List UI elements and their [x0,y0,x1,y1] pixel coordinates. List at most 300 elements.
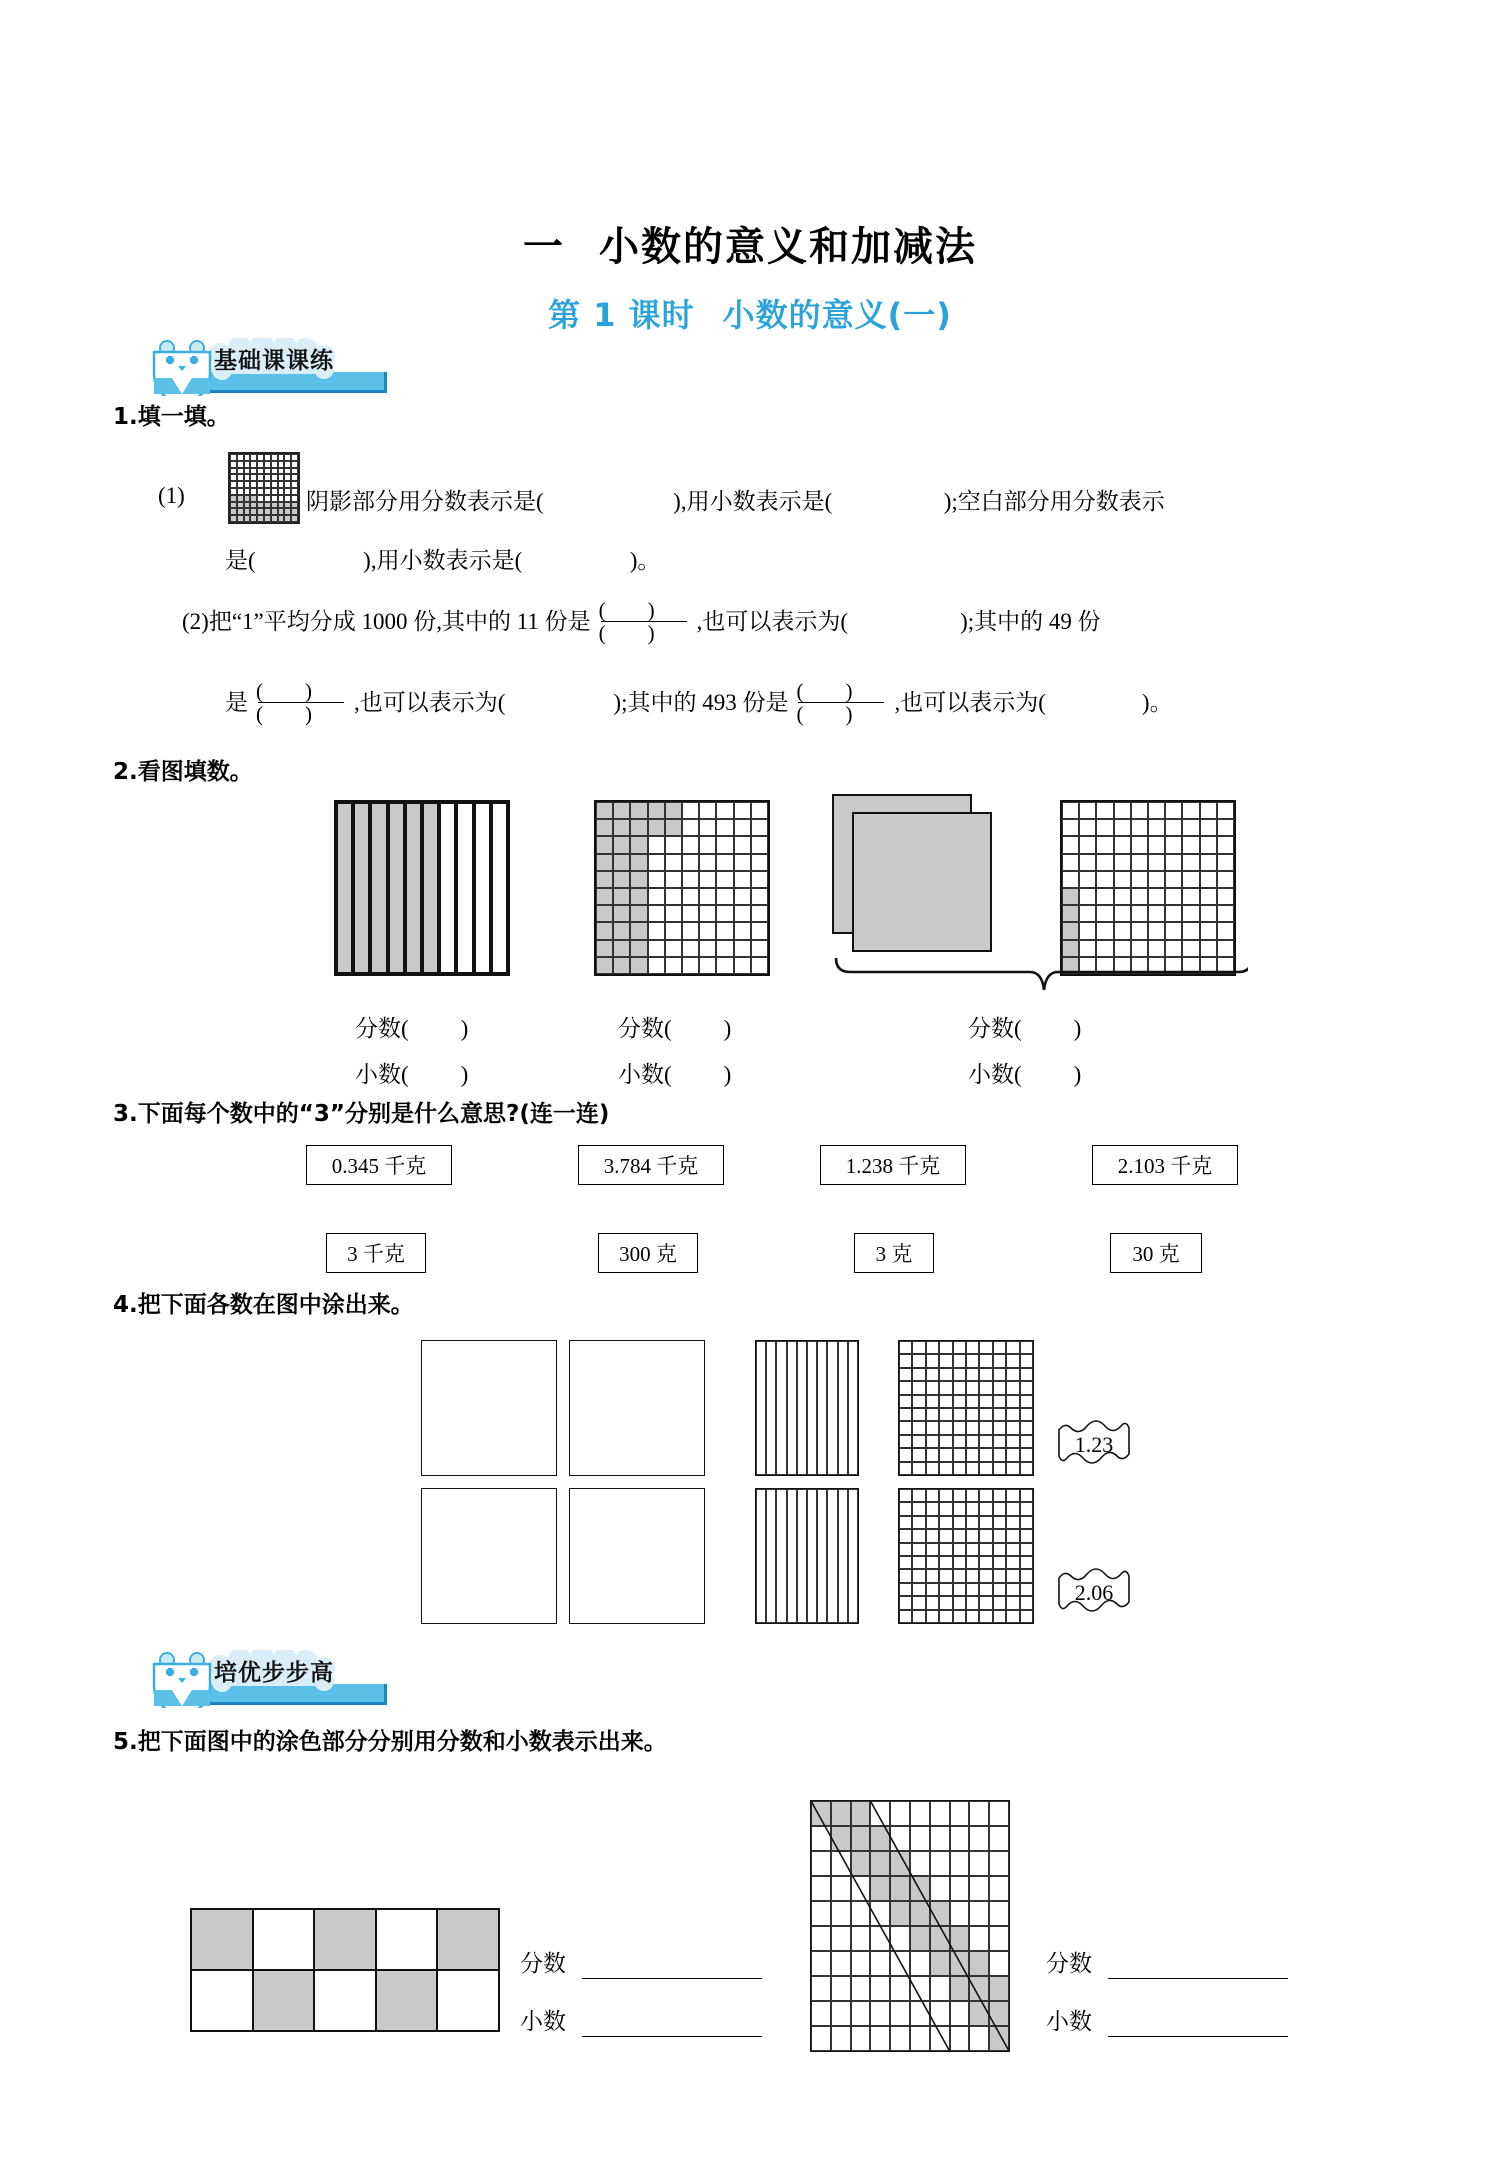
paren-close: ) [305,702,354,726]
grid-cell [1096,854,1113,871]
grid-cell [979,1368,992,1381]
grid-cell [969,1876,989,1901]
grid-cell [950,1851,970,1876]
grid-cell [939,1462,952,1475]
grid-cell [912,1543,925,1556]
grid-cell [1096,922,1113,939]
grid-cell [284,502,291,509]
grid-cell [989,1876,1009,1901]
grid-cell [665,836,682,853]
grid-cell [899,1569,912,1582]
grid-cell [751,905,768,922]
grid-cell [237,502,244,509]
q2-label-1-decimal [355,1056,468,1089]
grid-cell [926,1516,939,1529]
grid-cell [838,1489,848,1623]
grid-cell [1200,888,1217,905]
grid-cell [278,515,285,522]
grid-cell [191,1970,253,2031]
grid-cell [257,488,264,495]
q5-right-decimal-blank[interactable] [1108,2036,1288,2037]
grid-cell [776,1489,786,1623]
grid-cell [751,854,768,871]
grid-cell [930,1976,950,2001]
grid-cell [1006,1610,1019,1623]
grid-cell [969,1976,989,2001]
grid-cell [257,461,264,468]
grid-cell [630,905,647,922]
grid-cell [953,1395,966,1408]
grid-cell [1148,922,1165,939]
grid-cell [264,454,271,461]
grid-cell [993,1610,1006,1623]
grid-cell [1114,922,1131,939]
grid-cell [993,1448,1006,1461]
grid-cell [1096,836,1113,853]
grid-cell [851,1926,871,1951]
grid-cell [848,1489,858,1623]
q4-grid-figure-2[interactable] [898,1488,1034,1624]
grid-cell [1200,854,1217,871]
grid-cell [648,922,665,939]
grid-cell [979,1435,992,1448]
grid-cell [1217,888,1234,905]
grid-cell [899,1462,912,1475]
grid-cell [237,515,244,522]
grid-cell [699,940,716,957]
grid-cell [244,454,251,461]
grid-cell [1020,1408,1033,1421]
grid-cell [751,802,768,819]
grid-cell [930,2001,950,2026]
label-text: 分数( [968,1016,1022,1041]
grid-cell [870,1876,890,1901]
q1-sub2-t2: ,也可以表示为( [696,608,849,634]
grid-cell [1165,888,1182,905]
paren-open: ( [256,702,305,726]
q4-grid-figure-1[interactable] [898,1340,1034,1476]
grid-cell [596,940,613,957]
grid-cell [257,508,264,515]
grid-cell [734,922,751,939]
grid-cell [1217,905,1234,922]
bear-icon [154,341,210,396]
grid-cell [1020,1368,1033,1381]
grid-cell [993,1421,1006,1434]
grid-cell [993,1583,1006,1596]
q2-label-2-decimal [618,1056,731,1089]
grid-cell [870,1801,890,1826]
grid-cell [682,836,699,853]
grid-cell [953,1341,966,1354]
grid-cell [699,922,716,939]
grid-cell [244,515,251,522]
q5-right-decimal-label: 小数 [1046,2009,1092,2034]
grid-cell [953,1462,966,1475]
grid-cell [230,495,237,502]
grid-cell [926,1435,939,1448]
grid-cell [682,888,699,905]
grid-cell [665,940,682,957]
grid-cell [278,461,285,468]
grid-cell [912,1354,925,1367]
grid-cell [1020,1489,1033,1502]
grid-cell [979,1516,992,1529]
grid-cell [648,888,665,905]
grid-cell [766,1341,776,1475]
grid-cell [613,940,630,957]
grid-cell [1062,854,1079,871]
grid-cell [665,922,682,939]
q3-bottom-box-4[interactable]: 30 克 [1110,1233,1202,1273]
grid-cell [250,508,257,515]
grid-cell [993,1489,1006,1502]
grid-cell [271,495,278,502]
grid-cell [613,871,630,888]
grid-cell [1165,854,1182,871]
grid-cell [912,1435,925,1448]
grid-cell [1020,1341,1033,1354]
grid-cell [1079,854,1096,871]
fraction-blank-1 [591,600,697,643]
grid-cell [1062,819,1079,836]
grid-cell [966,1502,979,1515]
grid-cell [912,1395,925,1408]
q3-top-box-3[interactable]: 1.238 千克 [820,1145,966,1185]
grid-cell [250,461,257,468]
grid-cell [993,1502,1006,1515]
grid-cell [630,888,647,905]
grid-cell [405,802,422,974]
grid-cell [665,819,682,836]
grid-cell [939,1354,952,1367]
q4-strip-figure-2[interactable] [755,1488,859,1624]
grid-cell [264,488,271,495]
grid-cell [1182,922,1199,939]
grid-cell [926,1556,939,1569]
grid-cell [751,836,768,853]
grid-cell [890,1801,910,1826]
grid-cell [291,454,298,461]
grid-cell [1182,836,1199,853]
grid-cell [284,454,291,461]
grid-cell [851,2001,871,2026]
grid-cell [989,2026,1009,2051]
bear-icon [154,1653,210,1708]
grid-cell [682,940,699,957]
q1-text-e: ),用小数表示是( [363,548,523,573]
grid-cell [939,1489,952,1502]
grid-cell [237,454,244,461]
q5-left-decimal-label: 小数 [520,2009,566,2034]
grid-cell [1006,1596,1019,1609]
grid-cell [264,481,271,488]
grid-cell [831,1901,851,1926]
grid-cell [699,957,716,974]
grid-cell [953,1556,966,1569]
grid-cell [926,1381,939,1394]
grid-cell [250,468,257,475]
grid-cell [1079,819,1096,836]
q4-strip-figure-1[interactable] [755,1340,859,1476]
q5-title: 把下面图中的涂色部分分别用分数和小数表示出来。 [137,1729,667,1755]
grid-cell [989,1851,1009,1876]
grid-cell [1006,1341,1019,1354]
grid-cell [969,1801,989,1826]
grid-cell [1200,802,1217,819]
grid-cell [939,1583,952,1596]
q3-bottom-box-3[interactable]: 3 克 [854,1233,934,1273]
q4-blank-square-1[interactable] [421,1340,557,1476]
grid-cell [253,1909,315,1970]
grid-cell [596,905,613,922]
grid-cell [831,2026,851,2051]
q1-text-a: 阴影部分用分数表示是( [306,489,544,514]
grid-cell [950,1951,970,1976]
grid-cell [926,1596,939,1609]
grid-cell [1020,1516,1033,1529]
fraction-blank-3 [788,681,894,724]
grid-cell [851,1951,871,1976]
grid-cell [257,481,264,488]
grid-cell [734,957,751,974]
q1-sub2-t6: );其中的 493 份是 [613,689,789,715]
grid-cell [899,1354,912,1367]
grid-cell [989,1801,1009,1826]
grid-cell [899,1381,912,1394]
grid-cell [244,474,251,481]
grid-cell [613,802,630,819]
q3-top-box-4[interactable]: 2.103 千克 [1092,1145,1238,1185]
brace-icon [828,952,1248,998]
grid-cell [1079,871,1096,888]
grid-cell [716,922,733,939]
q3-bottom-box-2[interactable]: 300 克 [598,1233,698,1273]
grid-cell [648,836,665,853]
grid-cell [950,1926,970,1951]
grid-cell [1114,888,1131,905]
grid-cell [989,1976,1009,2001]
unit-number: 一 [523,224,565,270]
grid-cell [1217,922,1234,939]
grid-cell [1020,1502,1033,1515]
grid-cell [831,1801,851,1826]
grid-cell [953,1502,966,1515]
grid-cell [953,1354,966,1367]
grid-cell [953,1448,966,1461]
grid-cell [278,508,285,515]
grid-cell [278,481,285,488]
q4-tag-2 [1055,1568,1133,1616]
label-close: ) [460,1062,469,1087]
grid-cell [939,1448,952,1461]
grid-cell [1096,871,1113,888]
q5-left-decimal-blank[interactable] [582,2036,762,2037]
q4-blank-square-2[interactable] [569,1340,705,1476]
q5-left-fraction-blank[interactable] [582,1978,762,1979]
q3-bottom-box-1[interactable]: 3 千克 [326,1233,426,1273]
grid-cell [926,1448,939,1461]
grid-cell [1006,1435,1019,1448]
grid-cell [1020,1421,1033,1434]
grid-cell [456,802,473,974]
q1-title: 填一填。 [137,404,230,430]
grid-cell [230,461,237,468]
q1-sub2-t1: 把“1”平均分成 1000 份,其中的 11 份是 [208,608,591,634]
q4-blank-square-3[interactable] [421,1488,557,1624]
grid-cell [1062,922,1079,939]
grid-cell [1006,1462,1019,1475]
grid-cell [271,474,278,481]
grid-cell [284,488,291,495]
grid-cell [1148,819,1165,836]
grid-cell [890,1926,910,1951]
grid-cell [1114,802,1131,819]
grid-cell [1020,1381,1033,1394]
grid-cell [751,888,768,905]
q1-sub1-text-a [306,483,1165,516]
grid-cell [1006,1489,1019,1502]
grid-cell [939,1502,952,1515]
grid-cell [756,1489,766,1623]
grid-cell [1006,1381,1019,1394]
grid-cell [950,1826,970,1851]
grid-cell [257,502,264,509]
grid-cell [1006,1569,1019,1582]
grid-cell [939,1395,952,1408]
q5-right-fraction-blank[interactable] [1108,1978,1288,1979]
grid-cell [939,1341,952,1354]
question-5-heading [113,1725,667,1760]
grid-cell [848,1341,858,1475]
grid-cell [230,468,237,475]
grid-cell [264,502,271,509]
grid-cell [926,1408,939,1421]
grid-cell [912,1381,925,1394]
grid-cell [353,802,370,974]
grid-cell [930,1951,950,1976]
q3-number: 3. [113,1101,138,1127]
grid-cell [1020,1556,1033,1569]
grid-cell [890,2001,910,2026]
grid-cell [278,495,285,502]
shaded-grid-q1 [228,452,300,524]
grid-cell [939,1610,952,1623]
grid-cell [1217,871,1234,888]
grid-cell [910,1826,930,1851]
grid-cell [682,802,699,819]
grid-cell [474,802,491,974]
grid-cell [912,1569,925,1582]
grid-cell [811,1901,831,1926]
grid-cell [899,1408,912,1421]
grid-cell [1131,819,1148,836]
label-close: ) [1073,1016,1082,1041]
grid-cell [244,468,251,475]
grid-cell [291,488,298,495]
grid-cell [811,2001,831,2026]
grid-cell [939,1381,952,1394]
grid-cell [230,488,237,495]
paren-close: ) [305,679,354,703]
grid-cell [596,854,613,871]
grid-cell [1200,819,1217,836]
grid-cell [953,1569,966,1582]
grid-cell [966,1583,979,1596]
q3-top-box-2[interactable]: 3.784 千克 [578,1145,724,1185]
grid-cell [1131,888,1148,905]
grid-cell [648,905,665,922]
grid-cell [665,888,682,905]
grid-cell [950,1901,970,1926]
grid-cell [1200,922,1217,939]
grid-cell [912,1596,925,1609]
grid-cell [899,1583,912,1596]
grid-cell [1148,854,1165,871]
grid-cell [284,474,291,481]
grid-cell [910,1951,930,1976]
grid-cell [969,2026,989,2051]
grid-cell [926,1489,939,1502]
q4-blank-square-4[interactable] [569,1488,705,1624]
grid-cell [926,1610,939,1623]
grid-cell [1200,836,1217,853]
grid-cell [1114,819,1131,836]
grid-cell [630,871,647,888]
grid-cell [1182,802,1199,819]
grid-cell [1006,1354,1019,1367]
grid-cell [250,474,257,481]
grid-cell [851,2026,871,2051]
grid-cell [716,802,733,819]
grid-cell [899,1543,912,1556]
grid-cell [979,1583,992,1596]
grid-cell [1062,802,1079,819]
grid-cell [699,836,716,853]
grid-cell [376,1970,438,2031]
grid-cell [630,957,647,974]
grid-cell [437,1970,499,2031]
grid-cell [257,474,264,481]
grid-cell [910,1801,930,1826]
q3-top-box-1[interactable]: 0.345 千克 [306,1145,452,1185]
grid-cell [966,1341,979,1354]
grid-cell [910,1976,930,2001]
grid-cell [271,454,278,461]
grid-cell [817,1489,827,1623]
grid-cell [284,468,291,475]
q5-left-figure [190,1908,500,2032]
grid-cell [1096,819,1113,836]
grid-cell [926,1543,939,1556]
grid-cell [630,819,647,836]
grid-cell [437,1909,499,1970]
grid-cell [797,1489,807,1623]
q2-label-3-fraction [968,1010,1081,1043]
grid-cell [699,871,716,888]
grid-cell [1020,1462,1033,1475]
q1-sub2-line1 [182,598,1101,645]
grid-cell [899,1502,912,1515]
grid-cell [751,871,768,888]
grid-cell [953,1381,966,1394]
grid-cell [953,1421,966,1434]
grid-cell [596,802,613,819]
grid-cell [910,1851,930,1876]
grid-cell [1148,871,1165,888]
grid-cell [969,1851,989,1876]
grid-cell [491,802,508,974]
